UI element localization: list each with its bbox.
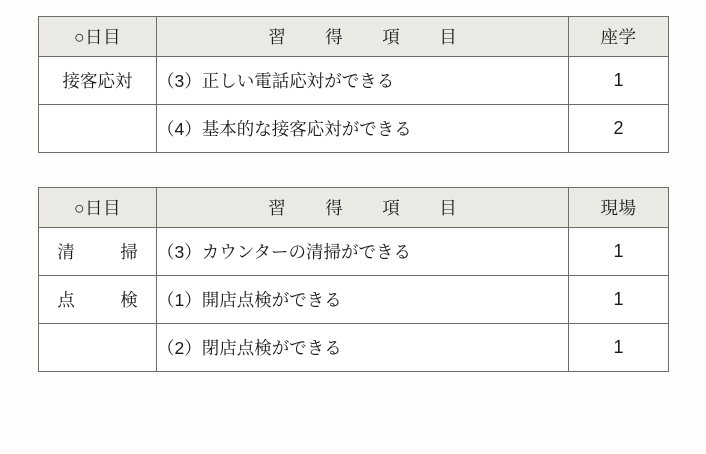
cell-item: （3）正しい電話応対ができる <box>157 57 569 105</box>
cell-item: （3）カウンターの清掃ができる <box>157 228 569 276</box>
cell-day: 点 検 <box>39 276 157 324</box>
cell-kind: 2 <box>569 105 669 153</box>
zagaku-table <box>38 16 669 153</box>
table-header-row <box>39 188 669 228</box>
cell-day <box>39 105 157 153</box>
cell-kind: 1 <box>569 57 669 105</box>
genba-table <box>38 187 669 372</box>
table-row <box>39 57 669 105</box>
cell-day: 清 掃 <box>39 228 157 276</box>
column-header-item: 習 得 項 目 <box>157 17 569 57</box>
cell-kind: 1 <box>569 324 669 372</box>
table-row <box>39 105 669 153</box>
cell-kind: 1 <box>569 228 669 276</box>
cell-kind: 1 <box>569 276 669 324</box>
table-row <box>39 324 669 372</box>
cell-day <box>39 324 157 372</box>
table-spacer <box>38 153 668 187</box>
column-header-kind: 現場 <box>569 188 669 228</box>
cell-item: （1）開店点検ができる <box>157 276 569 324</box>
cell-item: （4）基本的な接客応対ができる <box>157 105 569 153</box>
column-header-kind: 座学 <box>569 17 669 57</box>
column-header-day: ○日目 <box>39 188 157 228</box>
table-row <box>39 276 669 324</box>
column-header-day: ○日目 <box>39 17 157 57</box>
column-header-item: 習 得 項 目 <box>157 188 569 228</box>
cell-day: 接客応対 <box>39 57 157 105</box>
table-row <box>39 228 669 276</box>
cell-item: （2）閉店点検ができる <box>157 324 569 372</box>
table-header-row <box>39 17 669 57</box>
